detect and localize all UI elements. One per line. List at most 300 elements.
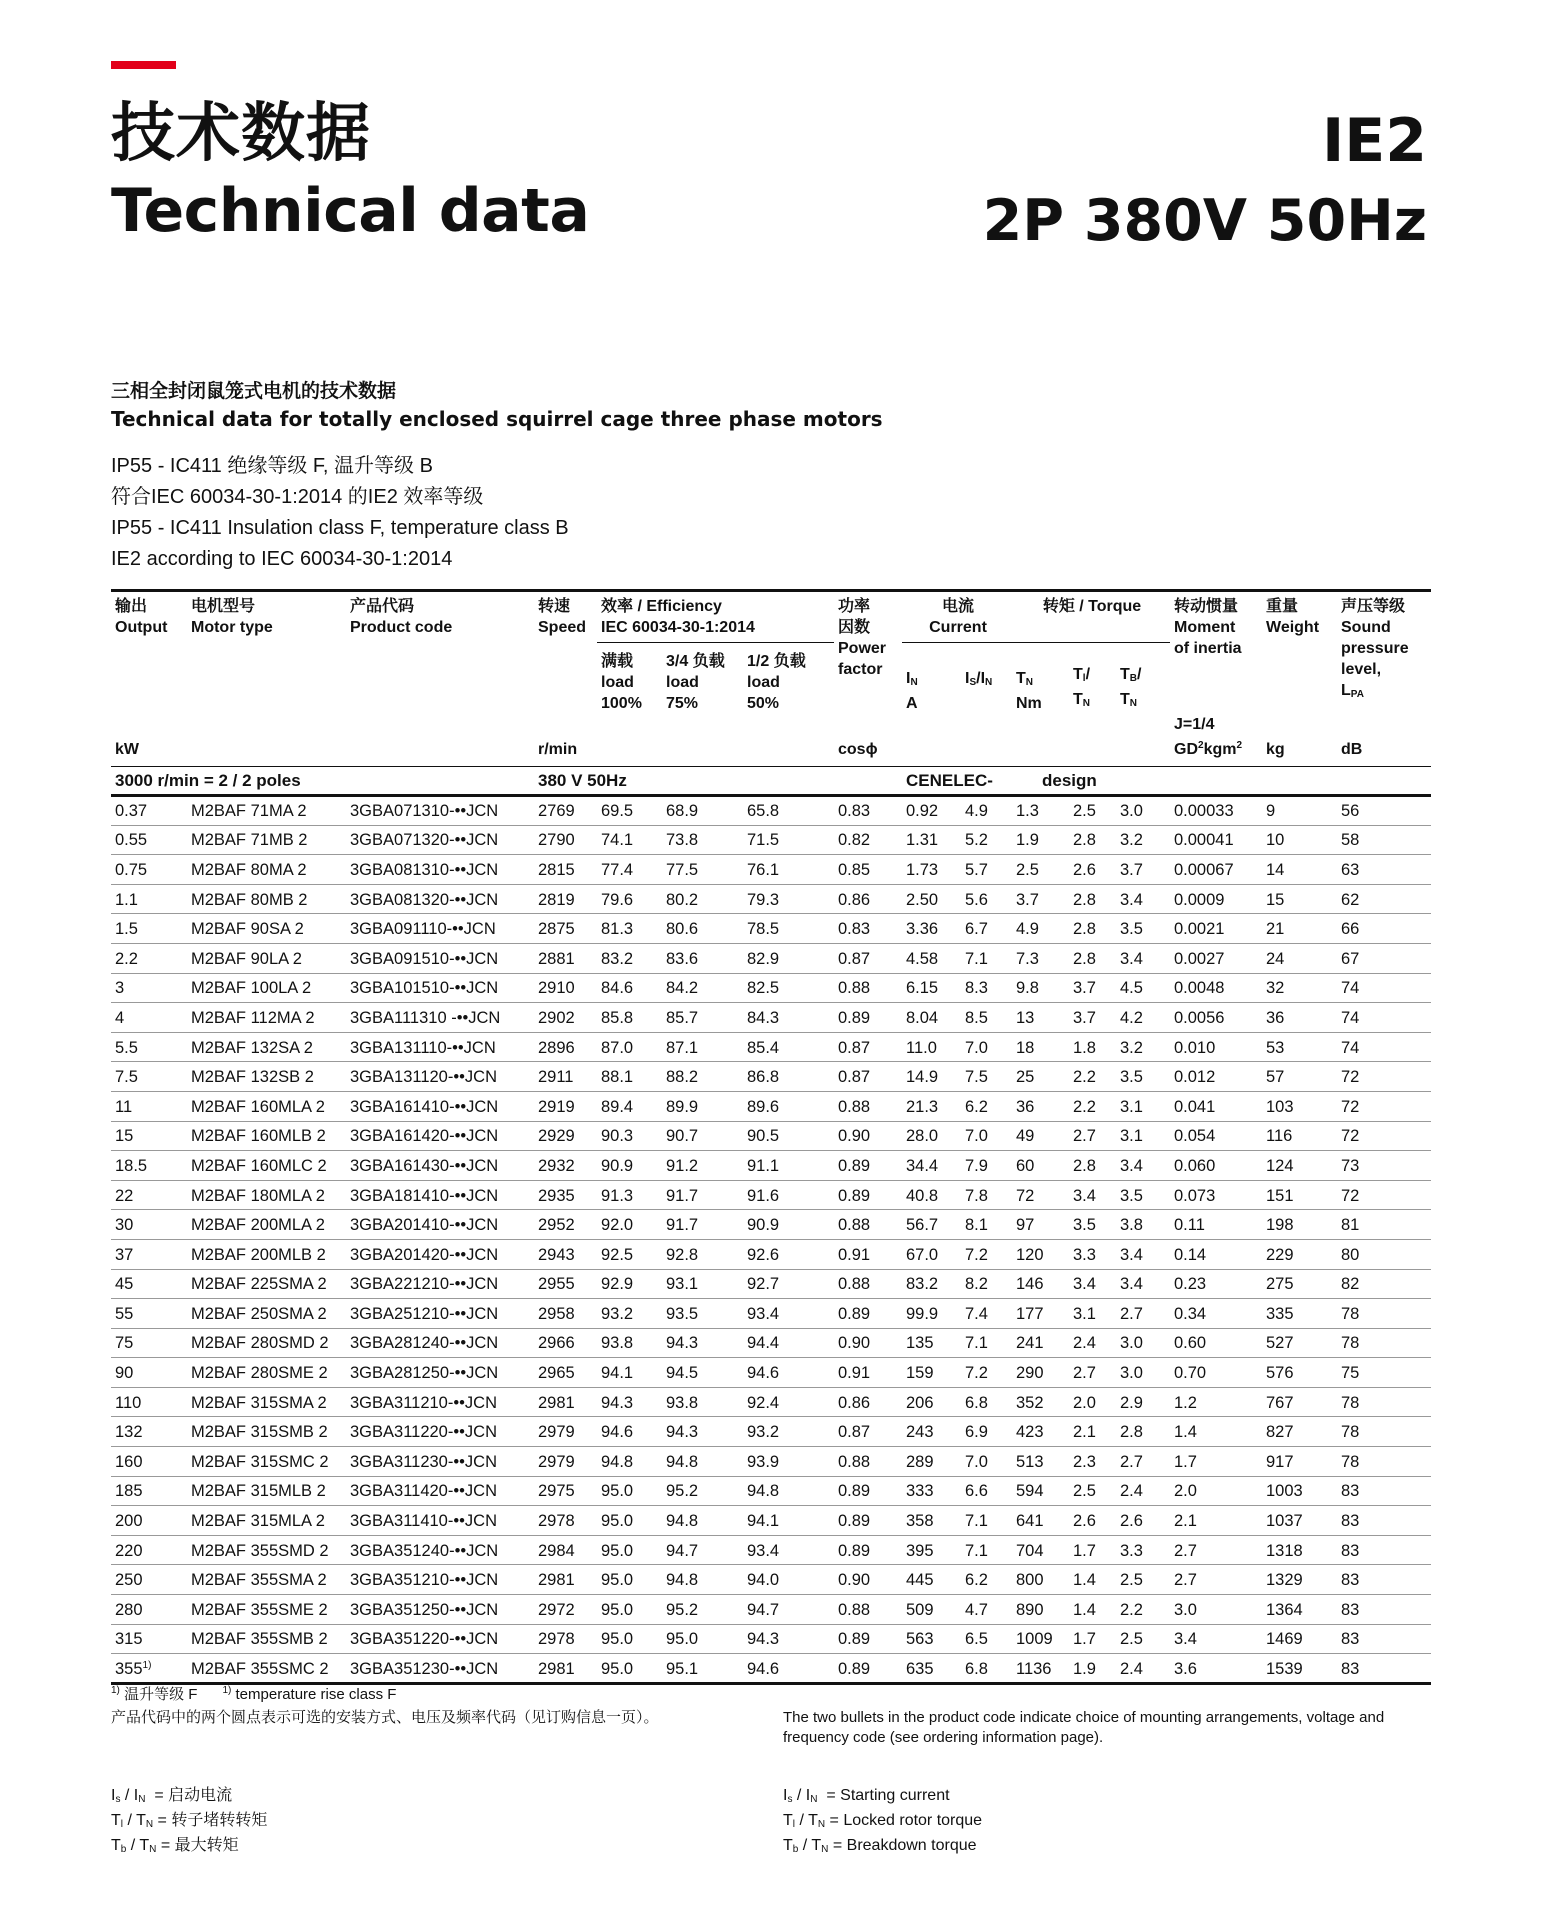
- cell-product-code: 3GBA311220-••JCN: [346, 1417, 534, 1447]
- cell-weight: 36: [1262, 1003, 1337, 1033]
- cell-tl-tn: 1.4: [1069, 1565, 1116, 1595]
- table-row: [111, 1565, 1431, 1595]
- cell-is-in: 7.1: [961, 1535, 1012, 1565]
- table-row: [111, 943, 1431, 973]
- cell-product-code: 3GBA311410-••JCN: [346, 1506, 534, 1536]
- cell-motor-type: M2BAF 355SMD 2: [187, 1535, 346, 1565]
- cell-torque-tn: 423: [1012, 1417, 1069, 1447]
- cell-torque-tn: 800: [1012, 1565, 1069, 1595]
- cell-motor-type: M2BAF 355SMB 2: [187, 1624, 346, 1654]
- intro-line: 符合IEC 60034-30-1:2014 的IE2 效率等级: [111, 486, 484, 508]
- table-row: [111, 1210, 1431, 1240]
- cell-torque-tn: 72: [1012, 1180, 1069, 1210]
- cell-tb-tn: 2.7: [1116, 1447, 1170, 1477]
- cell-eff-75: 95.2: [662, 1476, 743, 1506]
- cell-is-in: 7.1: [961, 943, 1012, 973]
- cell-sound: 80: [1337, 1239, 1431, 1269]
- cell-current-in: 0.92: [902, 796, 961, 826]
- cell-output: 132: [111, 1417, 187, 1447]
- cell-sound: 63: [1337, 855, 1431, 885]
- cell-eff-50: 84.3: [743, 1003, 834, 1033]
- cell-output: 90: [111, 1358, 187, 1388]
- cell-motor-type: M2BAF 355SMA 2: [187, 1565, 346, 1595]
- cenelec-label: CENELEC-: [902, 767, 1012, 796]
- cell-tb-tn: 3.7: [1116, 855, 1170, 885]
- cell-speed: 2815: [534, 855, 597, 885]
- cell-product-code: 3GBA311210-••JCN: [346, 1387, 534, 1417]
- cell-eff-75: 68.9: [662, 796, 743, 826]
- cell-inertia: 0.0021: [1170, 914, 1262, 944]
- cell-current-in: 635: [902, 1654, 961, 1684]
- cell-speed: 2972: [534, 1595, 597, 1625]
- cell-product-code: 3GBA161410-••JCN: [346, 1091, 534, 1121]
- table-row: [111, 796, 1431, 826]
- cell-eff-75: 95.0: [662, 1624, 743, 1654]
- cell-output: 220: [111, 1535, 187, 1565]
- cell-eff-full: 81.3: [597, 914, 662, 944]
- cell-product-code: 3GBA161420-••JCN: [346, 1121, 534, 1151]
- header-tl-tn: $T_l/$ $T_N$: [1073, 666, 1091, 709]
- cell-torque-tn: 352: [1012, 1387, 1069, 1417]
- cell-eff-full: 93.2: [597, 1299, 662, 1329]
- cell-weight: 827: [1262, 1417, 1337, 1447]
- cell-torque-tn: 1.9: [1012, 825, 1069, 855]
- cell-eff-75: 95.2: [662, 1595, 743, 1625]
- header-power-factor: 功率 因数 Power factor: [834, 591, 902, 715]
- cell-motor-type: M2BAF 90SA 2: [187, 914, 346, 944]
- cell-weight: 116: [1262, 1121, 1337, 1151]
- cell-is-in: 7.9: [961, 1151, 1012, 1181]
- cell-sound: 78: [1337, 1387, 1431, 1417]
- cell-speed: 2966: [534, 1328, 597, 1358]
- cell-tl-tn: 2.1: [1069, 1417, 1116, 1447]
- cell-power-factor: 0.83: [834, 914, 902, 944]
- cell-sound: 82: [1337, 1269, 1431, 1299]
- header-sound: 声压等级 Sound pressure level, $L_{PA}$: [1337, 591, 1431, 715]
- cell-motor-type: M2BAF 180MLA 2: [187, 1180, 346, 1210]
- cell-sound: 72: [1337, 1091, 1431, 1121]
- cell-eff-75: 94.5: [662, 1358, 743, 1388]
- cell-eff-75: 80.2: [662, 884, 743, 914]
- cell-tb-tn: 2.4: [1116, 1654, 1170, 1684]
- cell-eff-50: 90.9: [743, 1210, 834, 1240]
- cell-weight: 57: [1262, 1062, 1337, 1092]
- cell-output: 160: [111, 1447, 187, 1477]
- cell-output: 5.5: [111, 1032, 187, 1062]
- cell-inertia: 1.2: [1170, 1387, 1262, 1417]
- cell-motor-type: M2BAF 160MLB 2: [187, 1121, 346, 1151]
- cell-output: 11: [111, 1091, 187, 1121]
- motor-spec-label: 2P 380V 50Hz: [982, 188, 1427, 254]
- cell-tl-tn: 2.8: [1069, 943, 1116, 973]
- cell-tb-tn: 3.2: [1116, 1032, 1170, 1062]
- cell-current-in: 159: [902, 1358, 961, 1388]
- subtitle-en: Technical data for totally enclosed squirrel cage three phase motors: [111, 407, 883, 431]
- cell-weight: 21: [1262, 914, 1337, 944]
- cell-weight: 32: [1262, 973, 1337, 1003]
- cell-motor-type: M2BAF 100LA 2: [187, 973, 346, 1003]
- table-row: [111, 1595, 1431, 1625]
- cell-inertia: 2.1: [1170, 1506, 1262, 1536]
- cell-product-code: 3GBA131110-••JCN: [346, 1032, 534, 1062]
- cell-eff-75: 90.7: [662, 1121, 743, 1151]
- cell-power-factor: 0.89: [834, 1506, 902, 1536]
- cell-tb-tn: 3.4: [1116, 1151, 1170, 1181]
- cell-tl-tn: 2.4: [1069, 1328, 1116, 1358]
- table-row: [111, 1062, 1431, 1092]
- cell-current-in: 1.73: [902, 855, 961, 885]
- cell-product-code: 3GBA131120-••JCN: [346, 1062, 534, 1092]
- cell-current-in: 40.8: [902, 1180, 961, 1210]
- cell-eff-full: 94.1: [597, 1358, 662, 1388]
- cell-weight: 1469: [1262, 1624, 1337, 1654]
- cell-output: 55: [111, 1299, 187, 1329]
- cell-speed: 2978: [534, 1624, 597, 1654]
- cell-tl-tn: 2.6: [1069, 1506, 1116, 1536]
- table-row: [111, 1417, 1431, 1447]
- cell-output: 1.5: [111, 914, 187, 944]
- cell-output: 37: [111, 1239, 187, 1269]
- cell-eff-75: 87.1: [662, 1032, 743, 1062]
- cell-tb-tn: 3.2: [1116, 825, 1170, 855]
- cell-weight: 9: [1262, 796, 1337, 826]
- cell-inertia: 2.7: [1170, 1565, 1262, 1595]
- cell-inertia: 0.0009: [1170, 884, 1262, 914]
- cell-current-in: 1.31: [902, 825, 961, 855]
- cell-eff-50: 82.5: [743, 973, 834, 1003]
- cell-is-in: 4.7: [961, 1595, 1012, 1625]
- cell-motor-type: M2BAF 315MLA 2: [187, 1506, 346, 1536]
- cell-speed: 2929: [534, 1121, 597, 1151]
- cell-is-in: 7.0: [961, 1032, 1012, 1062]
- technical-data-table: [111, 589, 1431, 1685]
- cell-motor-type: M2BAF 90LA 2: [187, 943, 346, 973]
- cell-power-factor: 0.87: [834, 943, 902, 973]
- cell-eff-full: 88.1: [597, 1062, 662, 1092]
- cell-tl-tn: 2.0: [1069, 1387, 1116, 1417]
- cell-inertia: 0.23: [1170, 1269, 1262, 1299]
- page-title-en: Technical data: [111, 176, 590, 246]
- cell-inertia: 0.0027: [1170, 943, 1262, 973]
- cell-sound: 83: [1337, 1535, 1431, 1565]
- cell-sound: 67: [1337, 943, 1431, 973]
- cell-motor-type: M2BAF 160MLA 2: [187, 1091, 346, 1121]
- table-row: [111, 1358, 1431, 1388]
- cell-eff-50: 85.4: [743, 1032, 834, 1062]
- cell-eff-75: 95.1: [662, 1654, 743, 1684]
- intro-line: IP55 - IC411 绝缘等级 F, 温升等级 B: [111, 455, 433, 477]
- cell-is-in: 6.2: [961, 1091, 1012, 1121]
- cell-motor-type: M2BAF 112MA 2: [187, 1003, 346, 1033]
- cell-tl-tn: 1.8: [1069, 1032, 1116, 1062]
- cell-motor-type: M2BAF 80MB 2: [187, 884, 346, 914]
- cell-torque-tn: 513: [1012, 1447, 1069, 1477]
- cell-eff-50: 89.6: [743, 1091, 834, 1121]
- cell-product-code: 3GBA091110-••JCN: [346, 914, 534, 944]
- cell-power-factor: 0.89: [834, 1654, 902, 1684]
- table-row: [111, 1032, 1431, 1062]
- cell-sound: 74: [1337, 1032, 1431, 1062]
- cell-torque-tn: 241: [1012, 1328, 1069, 1358]
- cell-tb-tn: 3.5: [1116, 1180, 1170, 1210]
- cell-sound: 56: [1337, 796, 1431, 826]
- cell-eff-75: 85.7: [662, 1003, 743, 1033]
- cell-torque-tn: 3.7: [1012, 884, 1069, 914]
- cell-power-factor: 0.89: [834, 1624, 902, 1654]
- cell-power-factor: 0.88: [834, 1091, 902, 1121]
- cell-weight: 335: [1262, 1299, 1337, 1329]
- cell-power-factor: 0.89: [834, 1003, 902, 1033]
- unit-inertia: J=1/4 $GD^2kgm^2$: [1174, 716, 1243, 758]
- table-row: [111, 973, 1431, 1003]
- cell-weight: 14: [1262, 855, 1337, 885]
- cell-eff-50: 94.7: [743, 1595, 834, 1625]
- cell-tb-tn: 3.0: [1116, 1358, 1170, 1388]
- cell-eff-75: 77.5: [662, 855, 743, 885]
- cell-product-code: 3GBA311230-••JCN: [346, 1447, 534, 1477]
- cell-product-code: 3GBA221210-••JCN: [346, 1269, 534, 1299]
- table-row: [111, 1506, 1431, 1536]
- cell-power-factor: 0.88: [834, 1447, 902, 1477]
- cell-sound: 83: [1337, 1565, 1431, 1595]
- header-motor-type: 电机型号 Motor type: [187, 591, 346, 715]
- cell-tb-tn: 2.7: [1116, 1299, 1170, 1329]
- cell-is-in: 7.0: [961, 1447, 1012, 1477]
- cell-torque-tn: 146: [1012, 1269, 1069, 1299]
- cell-tl-tn: 3.7: [1069, 1003, 1116, 1033]
- cell-inertia: 3.0: [1170, 1595, 1262, 1625]
- cell-weight: 275: [1262, 1269, 1337, 1299]
- cell-power-factor: 0.87: [834, 1062, 902, 1092]
- cell-is-in: 7.4: [961, 1299, 1012, 1329]
- cell-current-in: 6.15: [902, 973, 961, 1003]
- table-row: [111, 1328, 1431, 1358]
- cell-inertia: 0.11: [1170, 1210, 1262, 1240]
- cell-weight: 53: [1262, 1032, 1337, 1062]
- cell-product-code: 3GBA111310 -••JCN: [346, 1003, 534, 1033]
- cell-inertia: 0.60: [1170, 1328, 1262, 1358]
- table-body: [111, 796, 1431, 1684]
- cell-eff-50: 86.8: [743, 1062, 834, 1092]
- cell-weight: 1329: [1262, 1565, 1337, 1595]
- cell-sound: 83: [1337, 1595, 1431, 1625]
- cell-inertia: 0.010: [1170, 1032, 1262, 1062]
- cell-tl-tn: 3.1: [1069, 1299, 1116, 1329]
- cell-tl-tn: 1.7: [1069, 1624, 1116, 1654]
- table-row: [111, 1239, 1431, 1269]
- cell-output: 0.75: [111, 855, 187, 885]
- legend-item: $T_l / T_N$ = Locked rotor torque: [783, 1812, 983, 1830]
- cell-speed: 2896: [534, 1032, 597, 1062]
- design-label: design: [1012, 767, 1431, 796]
- cell-tb-tn: 3.5: [1116, 914, 1170, 944]
- cell-torque-tn: 704: [1012, 1535, 1069, 1565]
- cell-tb-tn: 3.4: [1116, 1239, 1170, 1269]
- unit-kg: kg: [1266, 741, 1285, 758]
- cell-is-in: 8.3: [961, 973, 1012, 1003]
- cell-sound: 83: [1337, 1654, 1431, 1684]
- cell-is-in: 6.2: [961, 1565, 1012, 1595]
- cell-torque-tn: 25: [1012, 1062, 1069, 1092]
- cell-current-in: 11.0: [902, 1032, 961, 1062]
- cell-tb-tn: 3.4: [1116, 1269, 1170, 1299]
- header-is-in: $I_S/I_N$: [965, 670, 993, 688]
- cell-current-in: 3.36: [902, 914, 961, 944]
- cell-inertia: 0.34: [1170, 1299, 1262, 1329]
- cell-tb-tn: 2.4: [1116, 1476, 1170, 1506]
- cell-current-in: 395: [902, 1535, 961, 1565]
- cell-inertia: 0.060: [1170, 1151, 1262, 1181]
- cell-eff-75: 91.7: [662, 1210, 743, 1240]
- cell-eff-75: 80.6: [662, 914, 743, 944]
- cell-sound: 75: [1337, 1358, 1431, 1388]
- cell-tl-tn: 3.5: [1069, 1210, 1116, 1240]
- cell-sound: 81: [1337, 1210, 1431, 1240]
- voltage-label: 380 V 50Hz: [534, 767, 902, 796]
- cell-tb-tn: 3.1: [1116, 1121, 1170, 1151]
- cell-sound: 72: [1337, 1062, 1431, 1092]
- cell-motor-type: M2BAF 280SME 2: [187, 1358, 346, 1388]
- cell-eff-50: 94.6: [743, 1654, 834, 1684]
- cell-product-code: 3GBA351240-••JCN: [346, 1535, 534, 1565]
- cell-eff-full: 77.4: [597, 855, 662, 885]
- cell-eff-50: 82.9: [743, 943, 834, 973]
- cell-tb-tn: 3.4: [1116, 943, 1170, 973]
- cell-eff-full: 95.0: [597, 1654, 662, 1684]
- cell-eff-75: 94.7: [662, 1535, 743, 1565]
- cell-tb-tn: 3.1: [1116, 1091, 1170, 1121]
- cell-power-factor: 0.90: [834, 1121, 902, 1151]
- cell-eff-50: 92.6: [743, 1239, 834, 1269]
- cell-eff-75: 93.1: [662, 1269, 743, 1299]
- legend-cn: [111, 1785, 267, 1860]
- cell-torque-tn: 290: [1012, 1358, 1069, 1388]
- cell-tl-tn: 2.2: [1069, 1062, 1116, 1092]
- intro-line: IP55 - IC411 Insulation class F, temperature class B: [111, 517, 569, 539]
- cell-speed: 2979: [534, 1447, 597, 1477]
- cell-eff-full: 94.3: [597, 1387, 662, 1417]
- cell-weight: 1003: [1262, 1476, 1337, 1506]
- cell-sound: 74: [1337, 973, 1431, 1003]
- cell-eff-50: 93.2: [743, 1417, 834, 1447]
- cell-sound: 83: [1337, 1624, 1431, 1654]
- cell-output: 250: [111, 1565, 187, 1595]
- cell-motor-type: M2BAF 160MLC 2: [187, 1151, 346, 1181]
- cell-current-in: 333: [902, 1476, 961, 1506]
- cell-torque-tn: 4.9: [1012, 914, 1069, 944]
- cell-output: 15: [111, 1121, 187, 1151]
- cell-output: 0.55: [111, 825, 187, 855]
- cell-eff-50: 76.1: [743, 855, 834, 885]
- cell-eff-50: 91.6: [743, 1180, 834, 1210]
- cell-current-in: 2.50: [902, 884, 961, 914]
- cell-torque-tn: 97: [1012, 1210, 1069, 1240]
- cell-tl-tn: 2.7: [1069, 1121, 1116, 1151]
- header-inertia: 转动惯量 Moment of inertia: [1170, 591, 1262, 715]
- cell-weight: 1364: [1262, 1595, 1337, 1625]
- cell-eff-50: 93.9: [743, 1447, 834, 1477]
- header-half-load: 1/2 负载 load 50%: [747, 653, 806, 712]
- cell-torque-tn: 13: [1012, 1003, 1069, 1033]
- cell-eff-full: 91.3: [597, 1180, 662, 1210]
- table-row: [111, 1121, 1431, 1151]
- cell-eff-75: 93.5: [662, 1299, 743, 1329]
- cell-speed: 2958: [534, 1299, 597, 1329]
- cell-current-in: 358: [902, 1506, 961, 1536]
- cell-eff-full: 94.6: [597, 1417, 662, 1447]
- cell-tb-tn: 3.0: [1116, 1328, 1170, 1358]
- table-row: [111, 825, 1431, 855]
- cell-is-in: 6.6: [961, 1476, 1012, 1506]
- table-row: [111, 884, 1431, 914]
- cell-tb-tn: 2.8: [1116, 1417, 1170, 1447]
- cell-power-factor: 0.89: [834, 1535, 902, 1565]
- cell-eff-50: 94.4: [743, 1328, 834, 1358]
- cell-weight: 1037: [1262, 1506, 1337, 1536]
- cell-torque-tn: 594: [1012, 1476, 1069, 1506]
- cell-is-in: 5.2: [961, 825, 1012, 855]
- cell-speed: 2981: [534, 1387, 597, 1417]
- cell-current-in: 206: [902, 1387, 961, 1417]
- cell-eff-50: 92.4: [743, 1387, 834, 1417]
- cell-tl-tn: 2.8: [1069, 884, 1116, 914]
- cell-eff-full: 90.9: [597, 1151, 662, 1181]
- cell-speed: 2984: [534, 1535, 597, 1565]
- cell-power-factor: 0.89: [834, 1476, 902, 1506]
- cell-eff-50: 79.3: [743, 884, 834, 914]
- cell-motor-type: M2BAF 315SMA 2: [187, 1387, 346, 1417]
- cell-output: 200: [111, 1506, 187, 1536]
- cell-product-code: 3GBA311420-••JCN: [346, 1476, 534, 1506]
- cell-speed: 2978: [534, 1506, 597, 1536]
- table-row: [111, 1624, 1431, 1654]
- cell-sound: 58: [1337, 825, 1431, 855]
- legend-item: $I_s / I_N$ = Starting current: [783, 1787, 950, 1805]
- cell-is-in: 7.1: [961, 1506, 1012, 1536]
- header-efficiency: 效率 / Efficiency IEC 60034-30-1:2014: [597, 591, 834, 643]
- cell-output: 355$^{1)}$: [111, 1654, 187, 1684]
- cell-product-code: 3GBA161430-••JCN: [346, 1151, 534, 1181]
- cell-eff-75: 91.7: [662, 1180, 743, 1210]
- cell-motor-type: M2BAF 250SMA 2: [187, 1299, 346, 1329]
- table-row: [111, 1654, 1431, 1684]
- cell-eff-full: 79.6: [597, 884, 662, 914]
- cell-power-factor: 0.88: [834, 1595, 902, 1625]
- cell-power-factor: 0.87: [834, 1417, 902, 1447]
- cell-output: 280: [111, 1595, 187, 1625]
- cell-inertia: 1.4: [1170, 1417, 1262, 1447]
- cell-power-factor: 0.86: [834, 1387, 902, 1417]
- cell-sound: 83: [1337, 1476, 1431, 1506]
- footnote-bullets-en: The two bullets in the product code indicate choice of mounting arrangements, voltage and frequency code (see ordering information page).: [783, 1709, 1385, 1746]
- cell-eff-75: 94.8: [662, 1506, 743, 1536]
- legend-item: $T_b / T_N$ = 最大转矩: [111, 1837, 239, 1855]
- header-full-load: 满载 load 100%: [601, 653, 642, 712]
- header-torque: 转矩 / Torque: [1012, 591, 1170, 643]
- cell-motor-type: M2BAF 355SME 2: [187, 1595, 346, 1625]
- cell-output: 110: [111, 1387, 187, 1417]
- cell-torque-tn: 18: [1012, 1032, 1069, 1062]
- cell-current-in: 99.9: [902, 1299, 961, 1329]
- cell-product-code: 3GBA351210-••JCN: [346, 1565, 534, 1595]
- cell-eff-75: 94.3: [662, 1417, 743, 1447]
- cell-power-factor: 0.89: [834, 1299, 902, 1329]
- cell-eff-full: 92.0: [597, 1210, 662, 1240]
- cell-eff-full: 89.4: [597, 1091, 662, 1121]
- cell-product-code: 3GBA351250-••JCN: [346, 1595, 534, 1625]
- cell-tl-tn: 3.3: [1069, 1239, 1116, 1269]
- cell-motor-type: M2BAF 80MA 2: [187, 855, 346, 885]
